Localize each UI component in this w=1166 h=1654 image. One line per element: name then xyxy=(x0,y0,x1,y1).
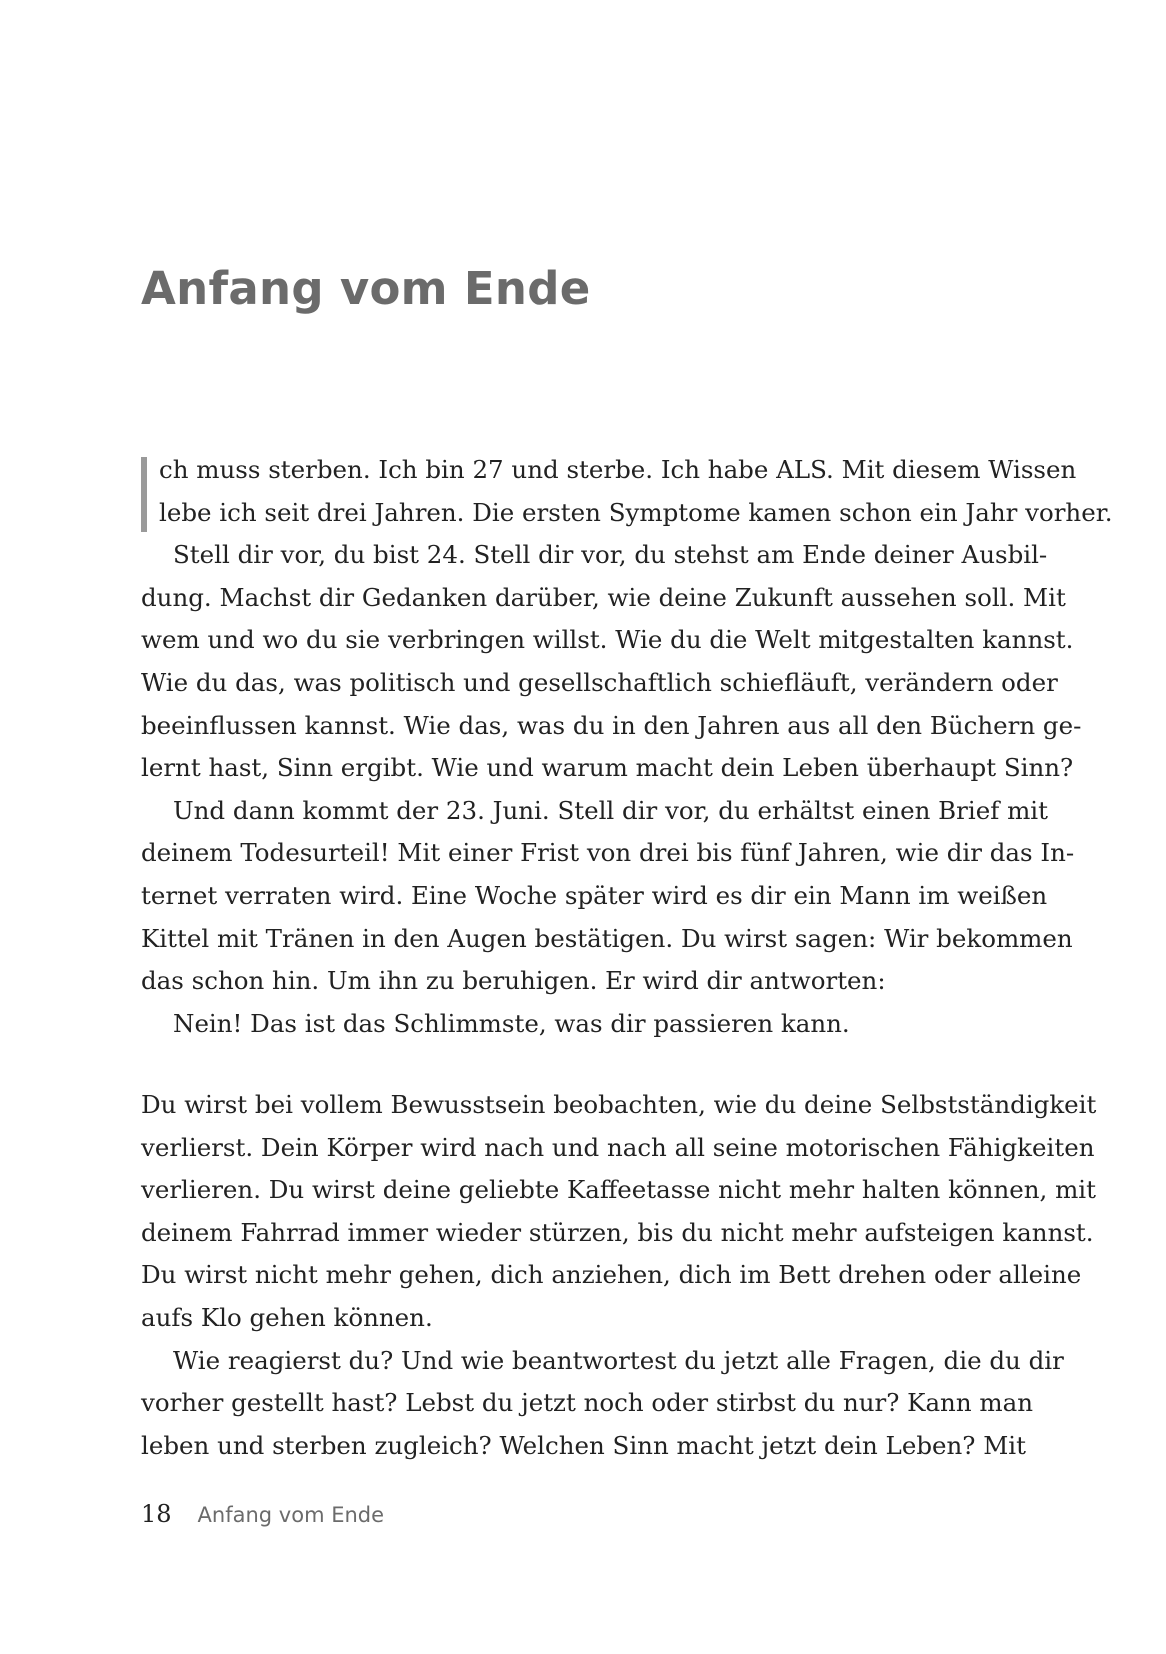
text-line: deinem Todesurteil! Mit einer Frist von drei bis fünf Jahren, wie dir das In- xyxy=(141,838,1075,868)
text-line: Nein! Das ist das Schlimmste, was dir passieren kann. xyxy=(173,1008,850,1038)
text-line: aufs Klo gehen können. xyxy=(141,1302,433,1332)
text-line: lebe ich seit drei Jahren. Die ersten Symptome kamen schon ein Jahr vorher. xyxy=(159,497,1113,527)
dropcap xyxy=(141,457,147,532)
text-line: das schon hin. Um ihn zu beruhigen. Er wird dir antworten: xyxy=(141,966,886,996)
text-line: verlieren. Du wirst deine geliebte Kaffeetasse nicht mehr halten können, mit xyxy=(141,1175,1096,1205)
text-line: ch muss sterben. Ich bin 27 und sterbe. Ich habe ALS. Mit diesem Wissen xyxy=(159,455,1077,484)
text-line: Du wirst nicht mehr gehen, dich anziehen, dich im Bett drehen oder alleine xyxy=(141,1260,1082,1290)
text-line: Du wirst bei vollem Bewusstsein beobachten, wie du deine Selbstständigkeit xyxy=(141,1090,1097,1119)
chapter-title: Anfang vom Ende xyxy=(141,262,591,315)
body-section-2 xyxy=(141,1084,1097,1467)
text-line: Wie reagierst du? Und wie beantwortest du jetzt alle Fragen, die du dir xyxy=(173,1345,1064,1375)
text-line: verlierst. Dein Körper wird nach und nach all seine motorischen Fähigkeiten xyxy=(141,1132,1095,1162)
page-number: 18 xyxy=(141,1500,172,1528)
text-line: deinem Fahrrad immer wieder stürzen, bis du nicht mehr aufsteigen kannst. xyxy=(141,1217,1094,1247)
text-line: lernt hast, Sinn ergibt. Wie und warum macht dein Leben überhaupt Sinn? xyxy=(141,753,1074,783)
text-line: wem und wo du sie verbringen willst. Wie du die Welt mitgestalten kannst. xyxy=(141,625,1074,655)
body-section-1 xyxy=(141,449,1113,1045)
text-line: Wie du das, was politisch und gesellschaftlich schiefläuft, verändern oder xyxy=(141,667,1058,697)
text-line: vorher gestellt hast? Lebst du jetzt noch oder stirbst du nur? Kann man xyxy=(141,1388,1034,1418)
page-footer xyxy=(141,1500,384,1528)
text-line: Kittel mit Tränen in den Augen bestätigen. Du wirst sagen: Wir bekommen xyxy=(141,923,1073,953)
text-line: Stell dir vor, du bist 24. Stell dir vor, du stehst am Ende deiner Ausbil- xyxy=(173,540,1048,570)
running-header: Anfang vom Ende xyxy=(197,1503,385,1527)
text-line: beeinflussen kannst. Wie das, was du in den Jahren aus all den Büchern ge- xyxy=(141,710,1082,740)
text-line: dung. Machst dir Gedanken darüber, wie deine Zukunft aussehen soll. Mit xyxy=(141,582,1066,612)
text-line: Und dann kommt der 23. Juni. Stell dir vor, du erhältst einen Brief mit xyxy=(173,795,1048,825)
text-line: leben und sterben zugleich? Welchen Sinn macht jetzt dein Leben? Mit xyxy=(141,1430,1026,1460)
text-line: ternet verraten wird. Eine Woche später wird es dir ein Mann im weißen xyxy=(141,880,1048,910)
